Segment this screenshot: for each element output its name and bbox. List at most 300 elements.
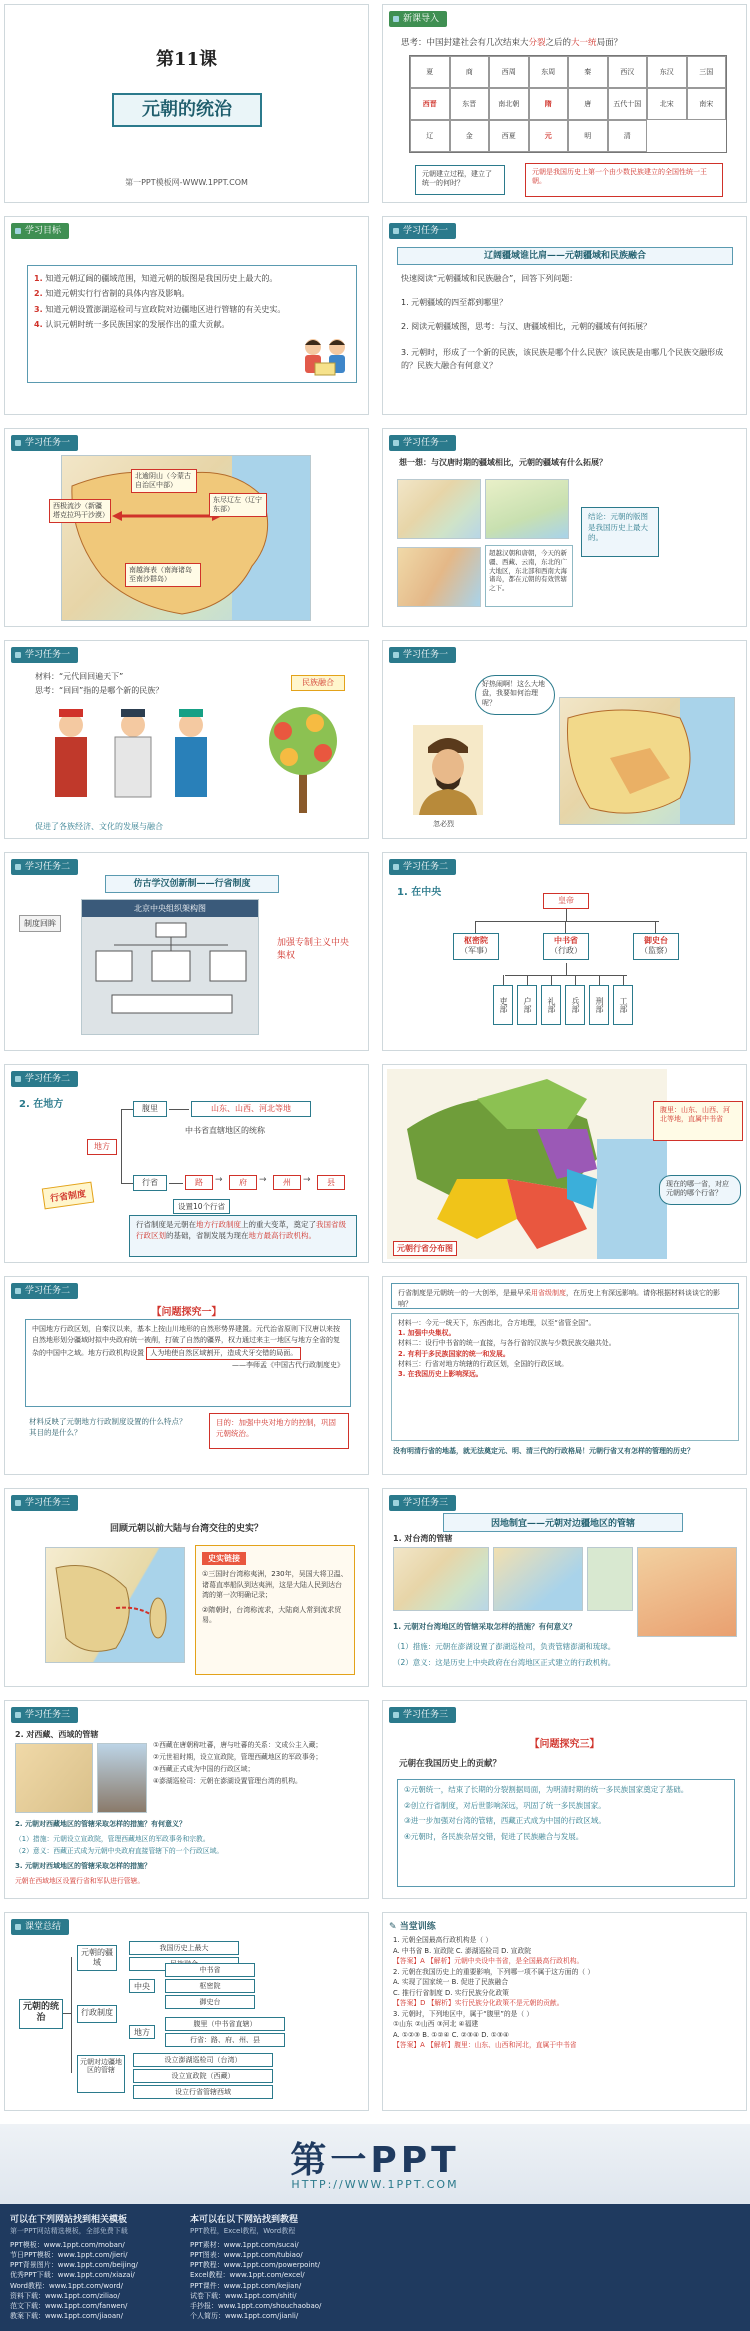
fuli-desc-box: 山东、山西、河北等地	[191, 1101, 311, 1117]
count-box: 设置10个行省	[173, 1199, 230, 1214]
question-text-1: 思考：中国封建社会有几次结束大	[401, 38, 529, 48]
kublai-bubble-text: 好热闹啊！这么大地盘，我要如何治理呢？	[482, 680, 545, 707]
footer-link[interactable]: Excel教程：www.1ppt.com/excel/	[190, 2271, 305, 2280]
dynasty-cell: 夏	[410, 56, 450, 88]
office-name: 御史台	[644, 936, 668, 945]
goal-item	[34, 288, 290, 300]
inquiry1-answer: 目的：加强中央对地方的控制，巩固元朝统治。	[209, 1413, 349, 1449]
tab-task1-map: 学习任务一	[11, 435, 78, 451]
inquiry3-answer: ②创立行省制度，对后世影响深远，巩固了统一多民族国家。	[404, 1800, 606, 1810]
fact-item: ②隋朝时，台湾称流求，大陆商人常到流求贸易。	[202, 1605, 342, 1624]
fusion-tree	[253, 697, 353, 817]
fusion-badge	[291, 675, 345, 691]
tab-goals: 学习目标	[11, 223, 69, 239]
tibet-a1: （1）措施：元朝设立宣政院，管理西藏地区的军政事务和宗教。	[15, 1835, 210, 1843]
exercise-q1-options: A. 中书省 B. 宣政院 C. 澎湖巡检司 D. 宣政院	[393, 1946, 532, 1955]
dynasty-cell: 金	[450, 120, 490, 152]
summary-center-item: 枢密院	[165, 1979, 255, 1993]
task1-title	[397, 247, 733, 265]
ministry-box: 礼部	[541, 985, 561, 1025]
footer-link[interactable]: 试卷下载：www.1ppt.com/shiti/	[190, 2291, 297, 2300]
xingsheng-title	[105, 875, 279, 893]
chain-box: 府	[229, 1175, 257, 1190]
exercise-q3-options: ①山东 ②山西 ③河北 ④福建	[393, 2020, 479, 2029]
kublai-bubble	[475, 675, 555, 715]
tab-task2: 学习任务二	[11, 859, 78, 875]
fuli-arrow	[169, 1109, 189, 1110]
lesson-title: 元朝的统治	[142, 99, 232, 120]
admin-map-2	[493, 1547, 583, 1611]
xingsheng-title-text: 仿古学汉创新制——行省制度	[133, 879, 251, 889]
fusion-question: 思考：“回回”指的是哪个新的民族？	[35, 686, 164, 695]
west-label: 西极流沙（新疆塔克拉玛干沙漠）	[49, 499, 111, 523]
slide-intro	[382, 4, 747, 203]
inquiry1-quote: 人为地使自然区域割开，造成犬牙交错的局面。	[146, 1347, 301, 1360]
inquiry1-question: 材料反映了元朝地方行政制度设置的什么特点？其目的是什么？	[29, 1417, 187, 1437]
east-label: 东尽辽左（辽宁东部）	[209, 493, 267, 517]
summary-hl-2: 我国省级行政区划	[136, 1220, 346, 1240]
local-heading: 2. 在地方	[19, 1099, 64, 1110]
footer-link[interactable]: 节日PPT模板：www.1ppt.com/jieri/	[10, 2251, 128, 2260]
summary-b3-item: 设立宣政院（西藏）	[133, 2069, 273, 2083]
summary-b1-item: 我国历史上最大	[129, 1941, 239, 1955]
goal-text: 认识元朝时统一多民族国家的发展作出的重大贡献。	[45, 320, 230, 330]
tab-summary: 课堂总结	[11, 1919, 69, 1935]
central-connector	[655, 921, 656, 933]
task1-title-text: 辽阔疆域谁比肩——元朝疆域和民族融合	[483, 251, 646, 261]
conclusion-text: 结论：元朝的版图是我国历史上最大的。	[588, 512, 648, 542]
local-connector-top	[121, 1109, 133, 1110]
compare-note: 超越汉朝和唐朝，今天的新疆、西藏、云南，东北的广大地区，东北部和西南大海诸岛，都在元朝的有效管辖之下。	[485, 545, 573, 607]
admin-map-3	[587, 1547, 633, 1611]
dynasty-cell: 西晋	[410, 88, 450, 120]
dynasty-cell: 西汉	[608, 56, 648, 88]
central-office	[543, 933, 589, 960]
inquiry3-title: 【问题探究三】	[529, 1739, 600, 1750]
slide-influence	[382, 1276, 747, 1475]
task1-q1: 1. 元朝疆域的四至都到哪里？	[401, 298, 508, 307]
slide-central	[382, 852, 747, 1051]
tibet-photo	[97, 1743, 147, 1813]
ministry-box: 工部	[613, 985, 633, 1025]
admin-heading: 1. 对台湾的管辖	[393, 1534, 453, 1543]
inquiry1-body: 中国地方行政区划，自秦汉以来，基本上按山川地形的自然形势界建置。元代治省原则下汉唐以来按自然地形划分疆域时拟中央政府统一被削，打破了自然的疆界，权力通过来主一地区与地方全省的复杂的中国中之域。地方行政机构设置	[32, 1325, 340, 1357]
exercise-icon: ✎	[389, 1922, 397, 1932]
tibet-q3: 3. 元朝对西域地区的管辖采取怎样的措施？	[15, 1862, 151, 1870]
task1-intro: 快速阅读“元朝疆域和民族融合”，回答下列问题：	[401, 274, 578, 283]
summary-center-item: 御史台	[165, 1995, 255, 2009]
footer-url[interactable]: HTTP://WWW.1PPT.COM	[291, 2178, 459, 2191]
goal-text: 知道元朝辽阔的疆域范围，知道元朝的版图是我国历史上最大的。	[45, 274, 278, 283]
slide-comparison	[382, 428, 747, 627]
footer-link[interactable]: PPT课件：www.1ppt.com/kejian/	[190, 2281, 302, 2290]
tab-task3-admin: 学习任务三	[389, 1495, 456, 1511]
influence-intro-2: ，在历史上有深远影响。请你根据材料谈谈它的影响？	[398, 1289, 720, 1308]
tab-task2-intro: 学习任务一	[389, 647, 456, 663]
slide-title	[4, 4, 369, 203]
point-2: 2. 有利于多民族国家的统一和发展。	[398, 1349, 510, 1358]
summary-b3-item: 设立行省管辖西域	[133, 2085, 273, 2099]
footer-banner	[0, 2124, 750, 2204]
influence-intro-1: 行省制度是元朝统一的一大创举，是最早采	[398, 1289, 531, 1297]
inquiry3-answer: ③进一步加强对台湾的管辖，西藏正式成为中国的行政区域。	[404, 1816, 606, 1826]
map-title: 元朝行省分布图	[393, 1241, 457, 1256]
summary-local-item: 腹里（中书省直辖）	[165, 2017, 285, 2031]
footer-link[interactable]: Word教程：www.1ppt.com/word/	[10, 2281, 123, 2290]
dynasty-cell: 清	[608, 120, 648, 152]
goal-item	[34, 319, 290, 331]
slide-ethnic-fusion	[4, 640, 369, 839]
exercise-a3: 【答案】A	[393, 2041, 425, 2050]
exercise-a2: 【答案】D	[393, 1999, 426, 2008]
exercise-q1: 1. 元朝全国最高行政机构是（ ）	[393, 1936, 493, 1944]
summary-b3-item: 设立澎湖巡检司（台湾）	[133, 2053, 273, 2067]
admin-title: 因地制宜——元朝对边疆地区的管辖	[443, 1513, 683, 1532]
chain-box: 路	[185, 1175, 213, 1190]
tibet-item: ①西藏在唐朝称吐蕃，唐与吐蕃的关系：文成公主入藏；	[153, 1741, 323, 1749]
tibet-map	[15, 1743, 93, 1813]
intro-question	[401, 37, 622, 51]
local-connector-v	[121, 1109, 122, 1183]
dynasty-cell: 东周	[529, 56, 569, 88]
footer-link[interactable]: 教案下载：www.1ppt.com/jiaoan/	[10, 2311, 123, 2320]
dynasty-cell: 南宋	[687, 88, 727, 120]
tab-task2-inquiry: 学习任务二	[11, 1283, 78, 1299]
local-box: 地方	[87, 1139, 117, 1155]
footer-right-note: PPT教程，Excel教程，Word教程	[190, 2227, 296, 2235]
office-name: 中书省	[554, 936, 578, 945]
bubble-2-text: 元朝是我国历史上第一个由少数民族建立的全国性统一王朝。	[532, 168, 707, 186]
dynasty-cell: 南北朝	[489, 88, 529, 120]
dynasty-cell: 东晋	[450, 88, 490, 120]
influence-ask: 没有明清行省的地基，就无法奠定元、明、清三代的行政格局！元朝行省又有怎样的管理的历史？	[393, 1447, 694, 1455]
south-label: 南越海表（南海诸岛至南沙群岛）	[125, 563, 201, 587]
students-illustration	[297, 335, 353, 379]
ministry-connector	[527, 975, 528, 985]
office-role: （监察）	[640, 946, 672, 956]
compare-question: 想一想：与汉唐时期的疆域相比，元朝的疆域有什么拓展？	[399, 458, 607, 467]
system-label: 行省制度	[42, 1182, 94, 1210]
summary-spine	[71, 1957, 72, 2073]
summary-local-item: 行省：路、府、州、县	[165, 2033, 285, 2047]
dynasty-cell: 东汉	[647, 56, 687, 88]
exercise-q3-choice: A. ①②③ B. ①②④ C. ②③④ D. ①③④	[393, 2030, 510, 2039]
tab-task1-compare: 学习任务一	[389, 435, 456, 451]
footer-link[interactable]: 范文下载：www.1ppt.com/fanwen/	[10, 2301, 128, 2310]
summary-branch-1: 元朝的疆域	[77, 1945, 117, 1971]
slide-summary	[4, 1912, 369, 2111]
chain-arrow: →	[303, 1175, 311, 1185]
dynasty-cell: 唐	[568, 88, 608, 120]
admin-map-4	[637, 1547, 737, 1637]
fusion-badge-text: 民族融合	[302, 678, 334, 687]
goal-item	[34, 304, 290, 316]
slide-taiwan-history	[4, 1488, 369, 1687]
dynasty-cell: 三国	[687, 56, 727, 88]
ethnic-figures	[41, 703, 221, 813]
tibet-q: 2. 元朝对西藏地区的管辖采取怎样的措施？有何意义？	[15, 1820, 186, 1828]
footer-brand[interactable]: 第一PPT	[290, 2140, 460, 2181]
dynasty-cell: 元	[529, 120, 569, 152]
summary-text-2: 上的重大变革，奠定了	[241, 1220, 316, 1229]
summary-text-3: 的基础，省制发展为现在	[166, 1230, 249, 1240]
tab-task2-local: 学习任务二	[11, 1071, 78, 1087]
task1-q2: 2. 阅读元朝疆域图，思考：与汉、唐疆域相比，元朝的疆域有何拓展？	[401, 322, 652, 331]
dynasty-cell: 北宋	[647, 88, 687, 120]
connector-v2	[566, 963, 567, 975]
admin-a1: （1）措施：元朝在澎湖设置了澎湖巡检司，负责管辖澎湖和琉球。	[393, 1642, 616, 1651]
exercise-a3-row	[393, 2040, 741, 2051]
map-question: 现在的哪一省，对应元朝的哪个行省？	[659, 1175, 741, 1205]
chain-box: 县	[317, 1175, 345, 1190]
tibet-a2: （2）意义：西藏正式成为元朝中央政府直接管辖下的一个行政区域。	[15, 1847, 224, 1855]
exercise-q2-options-b: C. 推行行省制度 D. 实行民族分化政策	[393, 1988, 509, 1997]
footer-links-left	[10, 2240, 138, 2321]
office-name: 枢密院	[464, 936, 488, 945]
chain-arrow: →	[259, 1175, 267, 1185]
taiwan-question: 回顾元朝以前大陆与台湾交往的史实？	[109, 1524, 263, 1534]
fusion-conclusion: 促进了各族经济、文化的发展与融合	[35, 822, 163, 831]
lesson-label: 第11课	[155, 49, 218, 70]
intro-bubble-1	[415, 165, 505, 195]
influence-intro-hl: 用省级制度	[531, 1289, 566, 1297]
central-connector	[475, 921, 476, 933]
summary-root: 元朝的统治	[19, 1999, 63, 2029]
ministry-box: 兵部	[565, 985, 585, 1025]
tibet-item: ②元世祖时期，设立宣政院，管理西藏地区的军政事务；	[153, 1752, 323, 1761]
fact-list	[196, 1569, 354, 1626]
summary-hl-1: 地方行政制度	[196, 1220, 241, 1229]
footer-links-right	[190, 2240, 321, 2321]
bubble-1-text: 元朝建立过程，建立了统一的何时？	[422, 170, 492, 188]
slide-exercise	[382, 1912, 747, 2111]
xingsheng-right: 加强专制主义中央集权	[277, 938, 350, 961]
material-2: 材料二：设行中书省的统一直接，与各行省的汉族与少数民族交融共处。	[398, 1339, 616, 1348]
goal-number: 4.	[34, 320, 46, 330]
tang-map-thumb	[485, 479, 569, 539]
footer-left-title: 可以在下列网站找到相关模板	[10, 2215, 128, 2225]
material-text: 材料：“元代回回遍天下”	[35, 672, 124, 681]
dynasty-cell: 西夏	[489, 120, 529, 152]
fact-card	[195, 1545, 355, 1675]
han-map-thumb	[397, 479, 481, 539]
ministry-box: 户部	[517, 985, 537, 1025]
connector-v1	[566, 909, 567, 921]
footer-link[interactable]: PPT背景图片：www.1ppt.com/beijing/	[10, 2261, 138, 2270]
slide-xingsheng	[4, 852, 369, 1051]
exercise-q3: 3. 元朝时，下列地区中，属于“腹里”的是（ ）	[393, 2009, 534, 2018]
summary-local: 地方	[129, 2025, 155, 2039]
inquiry1-author: ——李师孟《中国古代行政制度史》	[232, 1360, 344, 1369]
summary-center: 中央	[129, 1979, 155, 1993]
compare-conclusion	[581, 507, 659, 557]
admin-q: 1. 元朝对台湾地区的管辖采取怎样的措施？有何意义？	[393, 1622, 577, 1631]
tibet-a3: 元朝在西域地区设置行省和军队进行管辖。	[15, 1877, 145, 1885]
goals-items	[34, 273, 350, 332]
footer-link[interactable]: 资料下载：www.1ppt.com/ziliao/	[10, 2291, 120, 2300]
org-chart-photo	[82, 917, 259, 1033]
footer-link[interactable]: 个人简历：www.1ppt.com/jianli/	[190, 2311, 299, 2320]
fuli-box: 腹里	[133, 1101, 167, 1117]
connector-h1	[475, 921, 659, 922]
slide-task1-questions	[382, 216, 747, 415]
source-text: 第一PPT模板网-WWW.1PPT.COM	[125, 178, 248, 187]
footer-link[interactable]: PPT教程：www.1ppt.com/powerpoint/	[190, 2261, 320, 2270]
fuli-note: 中书省直辖地区的统称	[185, 1126, 265, 1135]
office-role: （行政）	[550, 946, 582, 956]
dynasty-cell: 商	[450, 56, 490, 88]
intro-bubble-2	[525, 163, 723, 197]
footer-link[interactable]: PPT图表：www.1ppt.com/tubiao/	[190, 2251, 303, 2260]
summary-branch-3: 元朝对边疆地区的管辖	[77, 2055, 125, 2093]
exercise-a1-row	[393, 1956, 741, 1967]
north-label: 北逾阴山（今蒙古自治区中部）	[131, 469, 197, 493]
chain-box: 州	[273, 1175, 301, 1190]
tab-task1-fusion: 学习任务一	[11, 647, 78, 663]
footer-left-note: 第一PPT网站精选模板，全部免费下载	[10, 2227, 128, 2235]
emperor-box: 皇帝	[543, 893, 589, 909]
summary-center-item: 中书省	[165, 1963, 255, 1977]
summary-text-1: 行省制度是元朝在	[136, 1220, 196, 1229]
inquiry1-title: 【问题探究一】	[151, 1307, 222, 1318]
question-text-2: 之后的	[545, 38, 572, 48]
connector-h2	[505, 975, 627, 976]
tibet-item: ③西藏正式成为中国的行政区域；	[153, 1764, 255, 1773]
kublai-map-shape	[560, 698, 735, 825]
slide-inquiry-1	[4, 1276, 369, 1475]
footer-link[interactable]: PPT素材：www.1ppt.com/sucai/	[190, 2241, 299, 2249]
review-label: 制度回眸	[19, 915, 61, 932]
slide-local	[4, 1064, 369, 1263]
goal-number: 2.	[34, 289, 46, 299]
ministry-connector	[551, 975, 552, 985]
kublai-caption: 忽必烈	[433, 820, 454, 828]
slide-goals	[4, 216, 369, 415]
fact-item: ①三国时台湾称夷洲，230年，吴国大将卫温、诸葛直率船队到达夷洲，这是大陆人民到达台湾的第一次明确记录；	[202, 1570, 348, 1599]
central-heading: 1. 在中央	[397, 887, 442, 898]
footer-link[interactable]: PPT模板：www.1ppt.com/moban/	[10, 2241, 125, 2249]
tab-task3-inquiry: 学习任务三	[389, 1707, 456, 1723]
dynasty-table	[409, 55, 727, 153]
dynasty-cell: 秦	[568, 56, 608, 88]
question-highlight-2: 大一统	[571, 38, 597, 48]
slide-kublai	[382, 640, 747, 839]
dynasty-cell: 西周	[489, 56, 529, 88]
exercise-a1: 【答案】A	[393, 1957, 425, 1966]
dynasty-cell: 隋	[529, 88, 569, 120]
admin-map-1	[393, 1547, 489, 1611]
tibet-heading: 2. 对西藏、西域的管辖	[15, 1730, 99, 1739]
admin-a2: （2）意义：这是历史上中央政府在台湾地区正式建立的行政机构。	[393, 1658, 616, 1667]
inquiry3-answer: ①元朝统一，结束了长期的分裂割据局面，为明清时期的统一多民族国家奠定了基础。	[404, 1785, 689, 1794]
exercise-a2-note: 【解析】实行民族分化政策不是元朝的贡献。	[427, 1999, 564, 2008]
xingsheng-sign: 北京中央组织架构图	[82, 900, 258, 917]
slide-inquiry-3	[382, 1700, 747, 1899]
central-office	[633, 933, 679, 960]
province-map	[387, 1069, 667, 1259]
ministry-connector	[623, 975, 624, 985]
exercise-a1-note: 【解析】元朝中央设中书省，是全国最高行政机构。	[427, 1957, 584, 1966]
fuli-callout: 腹里：山东、山西、河北等地，直属中书省	[653, 1101, 743, 1141]
inquiry3-question: 元朝在我国历史上的贡献？	[399, 1759, 502, 1769]
slide-tibet	[4, 1700, 369, 1899]
footer-link[interactable]: 手抄报：www.1ppt.com/shouchaobao/	[190, 2301, 322, 2310]
taiwan-map	[45, 1547, 185, 1663]
exercise-body	[393, 1935, 741, 2051]
central-office	[453, 933, 499, 960]
tibet-item: ④澎湖巡检司：元朝在澎湖设置管理台湾的机构。	[153, 1776, 302, 1785]
material-3: 材料三：行省对地方统辖的行政区划，全国的行政区域。	[398, 1359, 568, 1368]
ministry-box: 刑部	[589, 985, 609, 1025]
dynasty-cell: 辽	[410, 120, 450, 152]
local-summary	[129, 1215, 357, 1257]
goal-number: 1.	[34, 274, 46, 283]
tab-task3: 学习任务三	[11, 1495, 78, 1511]
ministry-connector	[599, 975, 600, 985]
ministry-connector	[575, 975, 576, 985]
goal-text: 知道元朝设置澎湖巡检司与宣政院对边疆地区进行管辖的有关史实。	[45, 304, 286, 314]
fusion-material	[35, 671, 123, 684]
inquiry3-answers	[397, 1779, 735, 1887]
slide-taiwan-admin	[382, 1488, 747, 1687]
exercise-a2-row	[393, 1998, 741, 2009]
inquiry1-text	[25, 1319, 351, 1407]
question-highlight-1: 分裂	[528, 38, 546, 48]
summary-branch-2: 行政制度	[77, 2005, 117, 2023]
point-1: 1. 加强中央集权。	[398, 1329, 456, 1338]
inquiry3-answer: ④元朝时，各民族杂居交错，促进了民族融合与发展。	[404, 1831, 584, 1841]
exercise-q2-options-a: A. 实现了国家统一 B. 促进了民族融合	[393, 1978, 509, 1987]
taiwan-map-shape	[46, 1548, 185, 1663]
point-3: 3. 在我国历史上影响深远。	[398, 1369, 483, 1378]
tibet-items	[153, 1741, 363, 1788]
footer-links	[0, 2204, 750, 2331]
goal-text: 知道元朝实行行省制的具体内容及影响。	[45, 289, 190, 299]
inquiry3-list	[404, 1784, 728, 1843]
tab-task2-central: 学习任务二	[389, 859, 456, 875]
goal-item	[34, 273, 290, 285]
slide-province-map	[382, 1064, 747, 1263]
exercise-a3-note: 【解析】腹里：山东、山西和河北，直属于中书省	[427, 2041, 577, 2050]
exercise-q2: 2. 元朝在我国历史上的重要影响，下列哪一项不属于这方面的（ ）	[393, 1967, 595, 1976]
tab-task1: 学习任务一	[389, 223, 456, 239]
summary-hl-3: 地方最高行政机构。	[248, 1230, 316, 1240]
exercise-tab	[389, 1919, 436, 1932]
kublai-portrait	[413, 725, 483, 815]
yuan-map-thumb	[397, 547, 481, 607]
tab-intro: 新课导入	[389, 11, 447, 27]
title-frame	[112, 93, 262, 127]
xingsheng-arrow	[169, 1183, 183, 1184]
exercise-tab-text: 当堂训练	[399, 1922, 436, 1932]
local-connector-bottom	[121, 1183, 133, 1184]
summary-root-line	[63, 2013, 71, 2014]
ministry-connector	[503, 975, 504, 985]
goal-number: 3.	[34, 304, 46, 314]
footer-link[interactable]: 优秀PPT下载：www.1ppt.com/xiazai/	[10, 2271, 135, 2280]
office-role: （军事）	[460, 946, 492, 956]
dynasty-cell: 明	[568, 120, 608, 152]
influence-intro	[391, 1283, 739, 1309]
kublai-map	[559, 697, 735, 825]
xingsheng-box: 行省	[133, 1175, 167, 1191]
chain-arrow: →	[215, 1175, 223, 1185]
task1-q3: 3. 元朝时，形成了一个新的民族，该民族是哪个什么民族？该民族是由哪几个民族交融形成的？民族大融合有何意义？	[401, 348, 724, 370]
ministry-box: 吏部	[493, 985, 513, 1025]
material-1: 材料一：今元一统天下，东西南北，合方地理，以至“省管全国”。	[398, 1319, 596, 1327]
influence-materials	[391, 1313, 739, 1441]
fact-card-title: 史实链接	[202, 1552, 246, 1565]
